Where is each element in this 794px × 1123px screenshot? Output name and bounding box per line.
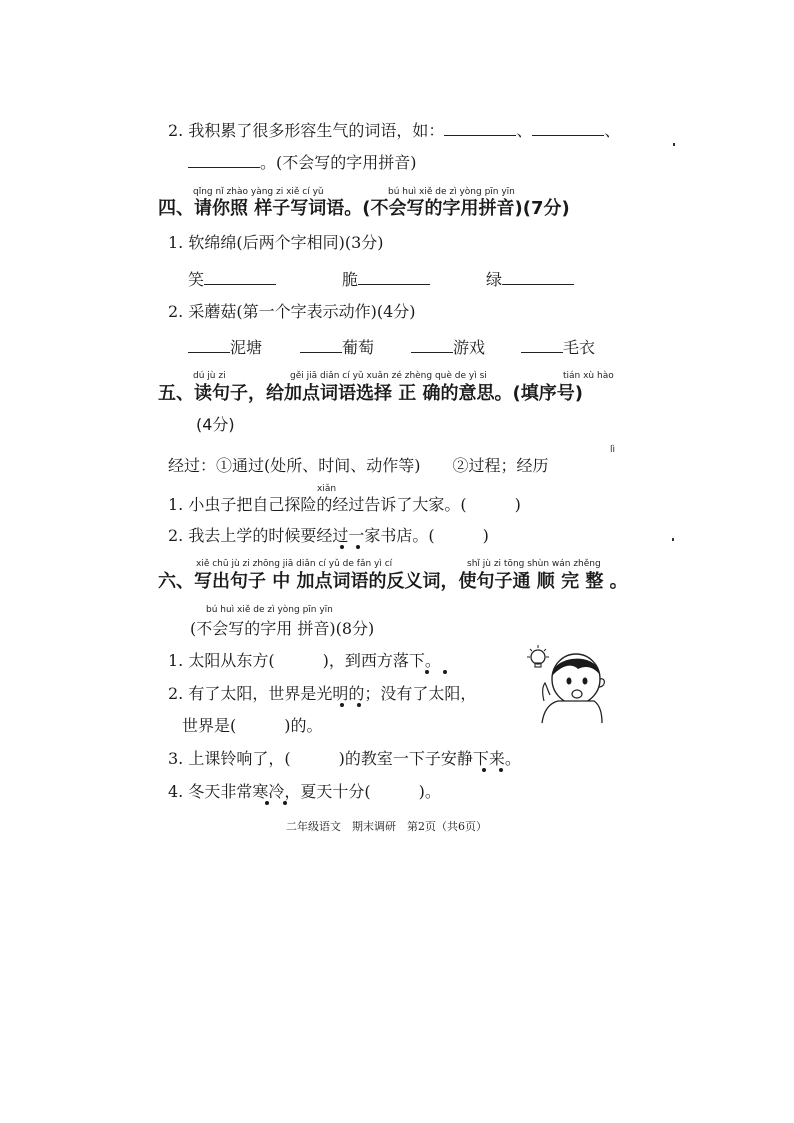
section6-q3: 3. 上课铃响了，( )的教室一下子安静下来。 (168, 749, 521, 768)
section4-item2: 2. 采蘑菇(第一个字表示动作)(4分) (168, 302, 416, 321)
section6-q2b: 世界是( )的。 (182, 716, 323, 735)
section6-pinyin-b: shǐ jù zi tōng shùn wán zhěng (467, 559, 601, 569)
answer-blank[interactable] (521, 336, 563, 353)
scan-speck (672, 538, 674, 541)
emphasis-dot (443, 670, 447, 674)
emphasis-dot (425, 670, 429, 674)
page-footer: 二年级语文 期末调研 第2页（共6页） (286, 820, 487, 833)
emphasis-dot (482, 768, 486, 772)
emphasis-dot (265, 801, 269, 805)
answer-blank[interactable] (444, 119, 516, 136)
emphasis-dot (340, 545, 344, 549)
section5-pinyin-c: tián xù hào (563, 371, 614, 381)
answer-blank[interactable] (188, 336, 230, 353)
jingguo-meaning: 经过：①通过(处所、时间、动作等) ②过程；经历 (168, 456, 549, 475)
meaning-pinyin: lì (610, 445, 616, 455)
answer-blank[interactable] (411, 336, 453, 353)
answer-blank[interactable] (358, 268, 430, 285)
q3-item2-line1 (168, 119, 620, 141)
section5-pinyin-b: gěi jiā diǎn cí yǔ xuǎn zé zhèng què de yì si (290, 371, 487, 381)
word-nitang: 泥塘 (230, 338, 263, 357)
word-lv: 绿 (486, 270, 503, 289)
section4-heading: 四、请你照 样子写词语。(不会写的字用拼音)(7分) (158, 198, 570, 219)
section6-q4: 4. 冬天非常寒冷，夏天十分( )。 (168, 782, 441, 801)
emphasis-dot (356, 545, 360, 549)
section4-pinyin-b: bú huì xiě de zì yòng pīn yīn (388, 187, 515, 197)
section6-heading: 六、写出句子 中 加点词语的反义词，使句子通 顺 完 整 。 (158, 571, 628, 592)
word-maoyi: 毛衣 (563, 338, 596, 357)
emphasis-dot (283, 801, 287, 805)
section5-q2: 2. 我去上学的时候要经过一家书店。( ) (168, 526, 489, 545)
emphasis-dot (357, 703, 361, 707)
separator: 、 (516, 121, 533, 140)
section5-q1: 1. 小虫子把自己探险的经过告诉了大家。( ) (168, 495, 521, 514)
section5-heading: 五、读句子，给加点词语选择 正 确的意思。(填序号) (158, 383, 583, 404)
emphasis-dot (340, 703, 344, 707)
separator: 、 (604, 121, 621, 140)
answer-blank[interactable] (188, 151, 260, 168)
q1-pinyin: xiǎn (317, 484, 337, 494)
answer-blank[interactable] (204, 268, 276, 285)
answer-blank[interactable] (532, 119, 604, 136)
section4-item1-row (188, 268, 588, 290)
answer-blank[interactable] (300, 336, 342, 353)
section6-q1: 1. 太阳从东方( )，到西方落下。 (168, 651, 441, 670)
q3-item2-line2 (188, 151, 417, 173)
section4-pinyin-a: qǐng nǐ zhào yàng zi xiě cí yǔ (193, 187, 324, 197)
q3-item2-text: 2. 我积累了很多形容生气的词语，如： (168, 121, 445, 140)
section6-pinyin-c: bú huì xiě de zì yòng pīn yīn (206, 605, 333, 615)
section6-pinyin-a: xiě chū jù zi zhōng jiā diǎn cí yǔ de fǎn yì cí (196, 559, 393, 569)
section6-subheading: (不会写的字用 拼音)(8分) (190, 619, 375, 638)
scan-speck (673, 143, 675, 146)
section4-item2-row (188, 336, 608, 358)
section6-q2a: 2. 有了太阳，世界是光明的；没有了太阳， (168, 684, 477, 703)
boy-lightbulb-illustration (524, 643, 608, 725)
emphasis-dot (499, 768, 503, 772)
word-putao: 葡萄 (342, 338, 375, 357)
word-xiao: 笑 (188, 270, 205, 289)
word-cui: 脆 (342, 270, 359, 289)
section5-pinyin-a: dú jù zi (193, 371, 226, 381)
section4-item1: 1. 软绵绵(后两个字相同)(3分) (168, 233, 384, 252)
q3-item2-tail: 。(不会写的字用拼音) (260, 153, 417, 172)
word-youxi: 游戏 (453, 338, 486, 357)
section5-score: (4分) (196, 415, 235, 434)
answer-blank[interactable] (502, 268, 574, 285)
